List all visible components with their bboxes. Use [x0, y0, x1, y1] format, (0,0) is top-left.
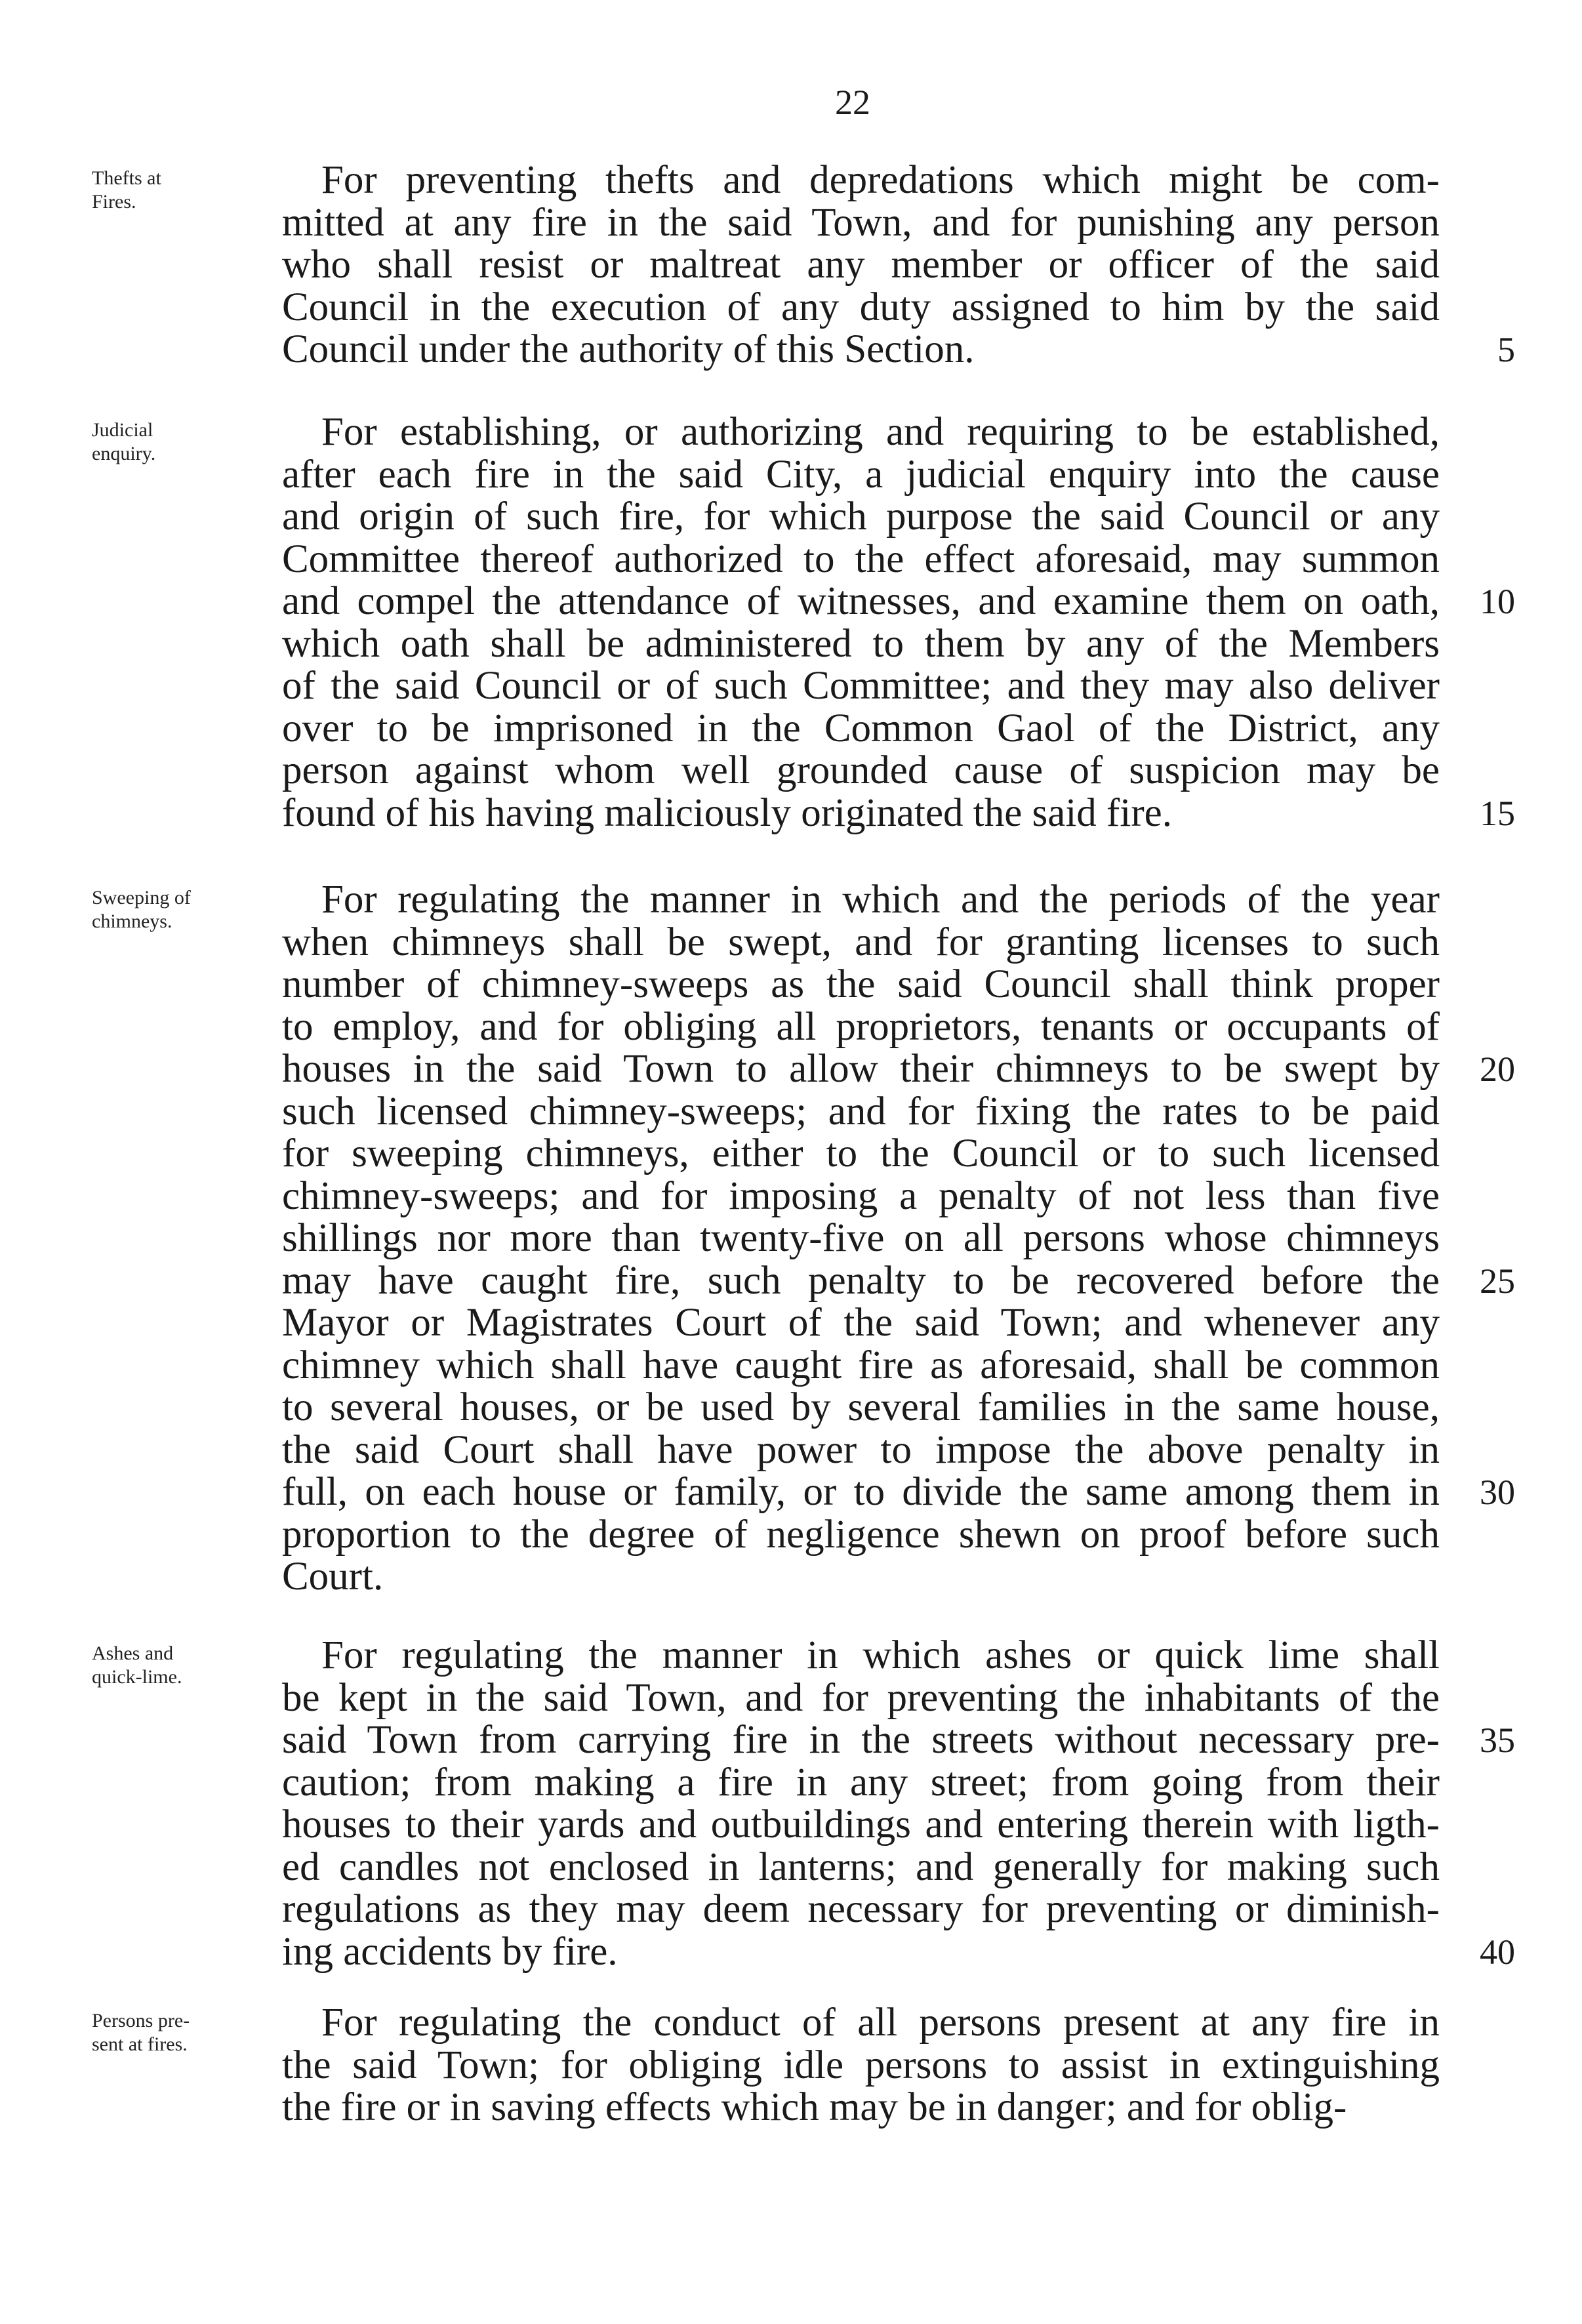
paragraph-line: number of chimney-sweeps as the said Council shall think proper — [282, 962, 1440, 1006]
paragraph-line: over to be imprisoned in the Common Gaol of the District, any — [282, 706, 1440, 750]
paragraph-line: and origin of such fire, for which purpose the said Council or any — [282, 495, 1440, 539]
line-number: 5 — [1497, 330, 1515, 369]
paragraph-line: which oath shall be administered to them by any of the Members — [282, 622, 1440, 666]
paragraph-line: when chimneys shall be swept, and for granting licenses to such — [282, 920, 1440, 964]
paragraph-line: for sweeping chimneys, either to the Council or to such licensed — [282, 1131, 1440, 1175]
paragraph-line: Council in the execution of any duty assigned to him by the said — [282, 285, 1440, 329]
paragraph-line: chimney which shall have caught fire as aforesaid, shall be common — [282, 1343, 1440, 1387]
margin-note-line: sent at fires. — [92, 2033, 188, 2055]
line-number: 40 — [1480, 1932, 1515, 1972]
paragraph-line: be kept in the said Town, and for preventing the inhabitants of the — [282, 1676, 1440, 1720]
margin-note-line: Thefts at — [92, 167, 161, 189]
paragraph-line: chimney-sweeps; and for imposing a penalty of not less than five — [282, 1174, 1440, 1218]
paragraph-line: mitted at any fire in the said Town, and for punishing any person — [282, 201, 1440, 245]
margin-note-line: Sweeping of — [92, 887, 191, 908]
paragraph-line: ed candles not enclosed in lanterns; and generally for making such — [282, 1845, 1440, 1889]
paragraph-line: found of his having maliciously originated the said fire. — [282, 791, 1172, 835]
margin-note — [92, 167, 289, 214]
paragraph-line: Court. — [282, 1555, 384, 1599]
paragraph-line: For establishing, or authorizing and requiring to be established, — [321, 410, 1440, 454]
paragraph-line: the said Town; for obliging idle persons to assist in extinguishing — [282, 2043, 1440, 2087]
line-number: 25 — [1480, 1261, 1515, 1301]
line-number: 30 — [1480, 1473, 1515, 1512]
line-number: 35 — [1480, 1721, 1515, 1760]
paragraph-line: proportion to the degree of negligence shewn on proof before such — [282, 1513, 1440, 1557]
margin-note — [92, 886, 289, 933]
paragraph-line: may have caught fire, such penalty to be recovered before the — [282, 1259, 1440, 1303]
margin-note-line: quick-lime. — [92, 1666, 182, 1688]
paragraph-line: and compel the attendance of witnesses, and examine them on oath, — [282, 579, 1440, 623]
paragraph-line: Committee thereof authorized to the effect aforesaid, may summon — [282, 537, 1440, 581]
paragraph-line: For regulating the manner in which ashes or quick lime shall — [321, 1633, 1440, 1677]
paragraph-line: full, on each house or family, or to divide the same among them in — [282, 1470, 1440, 1514]
paragraph-line: shillings nor more than twenty-five on all persons whose chimneys — [282, 1216, 1440, 1260]
paragraph-line: the said Court shall have power to impose the above penalty in — [282, 1428, 1440, 1472]
paragraph-line: to employ, and for obliging all proprietors, tenants or occupants of — [282, 1005, 1440, 1049]
paragraph-line: who shall resist or maltreat any member or officer of the said — [282, 243, 1440, 287]
paragraph-line: person against whom well grounded cause of suspicion may be — [282, 748, 1440, 792]
paragraph-line: said Town from carrying fire in the streets without necessary pre- — [282, 1718, 1440, 1762]
line-number: 20 — [1480, 1050, 1515, 1089]
paragraph-line: houses to their yards and outbuildings and entering therein with ligth- — [282, 1803, 1440, 1846]
margin-note-line: Persons pre- — [92, 2010, 190, 2031]
paragraph-line: Council under the authority of this Section. — [282, 327, 975, 371]
paragraph-line: after each fire in the said City, a judicial enquiry into the cause — [282, 453, 1440, 497]
line-number: 10 — [1480, 582, 1515, 621]
margin-note-line: chimneys. — [92, 910, 172, 932]
paragraph-line: the fire or in saving effects which may be in danger; and for oblig- — [282, 2085, 1347, 2129]
margin-note — [92, 418, 289, 466]
paragraph-line: to several houses, or be used by several families in the same house, — [282, 1385, 1440, 1429]
paragraph-line: For regulating the manner in which and the periods of the year — [321, 878, 1440, 922]
paragraph-line: houses in the said Town to allow their chimneys to be swept by — [282, 1047, 1440, 1091]
margin-note-line: Judicial — [92, 419, 153, 441]
line-number: 15 — [1480, 794, 1515, 833]
margin-note-line: enquiry. — [92, 443, 156, 464]
margin-note — [92, 1642, 289, 1689]
page-number: 22 — [835, 83, 870, 122]
paragraph-line: For regulating the conduct of all persons present at any fire in — [321, 2001, 1440, 2045]
margin-note-line: Ashes and — [92, 1642, 174, 1664]
margin-note-line: Fires. — [92, 191, 136, 213]
margin-note — [92, 2009, 289, 2056]
paragraph-line: caution; from making a fire in any street; from going from their — [282, 1761, 1440, 1804]
paragraph-line: For preventing thefts and depredations which might be com- — [321, 158, 1440, 202]
paragraph-line: regulations as they may deem necessary for preventing or diminish- — [282, 1887, 1440, 1931]
paragraph-line: Mayor or Magistrates Court of the said Town; and whenever any — [282, 1301, 1440, 1345]
paragraph-line: such licensed chimney-sweeps; and for fixing the rates to be paid — [282, 1090, 1440, 1133]
paragraph-line: ing accidents by fire. — [282, 1930, 618, 1974]
paragraph-line: of the said Council or of such Committee; and they may also deliver — [282, 664, 1440, 708]
